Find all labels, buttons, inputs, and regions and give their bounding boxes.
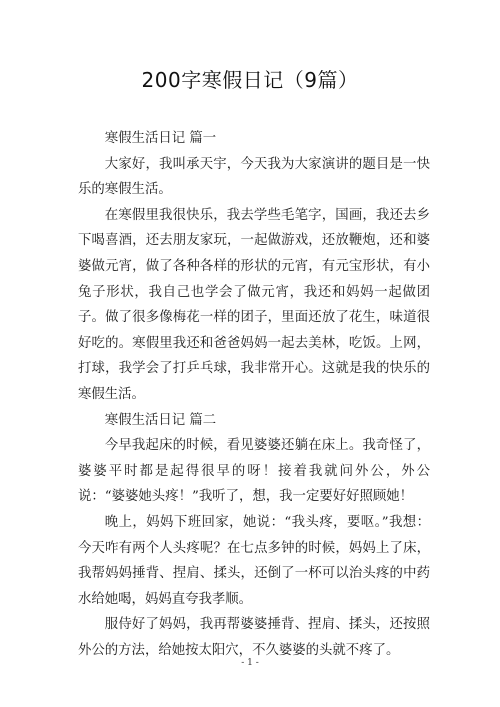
paragraph: 大家好，我叫承天宇，今天我为大家演讲的题目是一快乐的寒假生活。 [78,156,430,198]
paragraph: 在寒假里我很快乐，我去学些毛笔字，国画，我还去乡下喝喜酒，还去朋友家玩，一起做游戏，还放鞭炮，还和婆婆做元宵，做了各种各样的形状的元宵，有元宝形状，有小兔子形状，我自己也学会了做元宵，我还和妈妈一起做团子。做了很多像梅花一样的团子，里面还放了花生，味道很好吃的。寒假里我还和爸爸妈妈一起去美林，吃饭。上网，打球，我学会了打乒乓球，我非常开心。这就是我的快乐的寒假生活。 [78,207,430,402]
paragraph: 服侍好了妈妈，我再帮婆婆捶背、捏肩、揉头，还按照外公的方法，给她按太阳穴，不久婆婆的头就不疼了。 [78,617,430,658]
page-number: - 1 - [241,658,259,668]
section-heading-1: 寒假生活日记 篇一 [104,131,217,146]
paragraph: 今早我起床的时候，看见婆婆还躺在床上。我奇怪了，婆婆平时都是起得很早的呀！接着我就问外公，外公说：“婆婆她头疼！”我听了，想，我一定要好好照顾她！ [78,438,430,505]
paragraph: 晚上，妈妈下班回家，她说：“我头疼，要呕。”我想：今天咋有两个人头疼呢？在七点多钟的时候，妈妈上了床，我帮妈妈捶背、捏肩、揉头，还倒了一杯可以治头疼的中药水给她喝，妈妈直夸我孝顺。 [78,514,430,607]
section-heading-2: 寒假生活日记 篇二 [104,412,217,428]
document-title: 200字寒假日记（9篇） [141,68,359,92]
document-body [78,126,430,663]
